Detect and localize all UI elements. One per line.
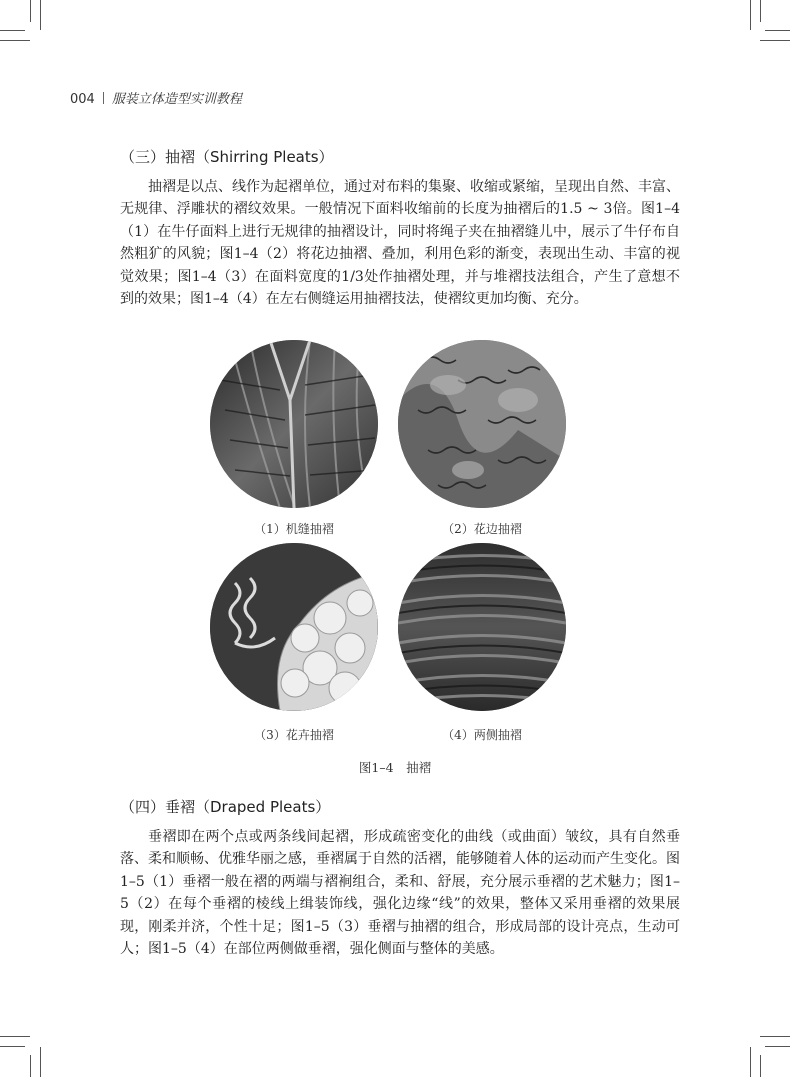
crop-mark [0, 40, 30, 41]
crop-mark [765, 30, 790, 31]
crop-mark [750, 0, 751, 30]
crop-mark [0, 1046, 25, 1047]
paragraph-shirring: 抽褶是以点、线作为起褶单位，通过对布料的集聚、收缩或紧缩，呈现出自然、丰富、无规律、浮雕状的褶纹效果。一般情况下面料收缩前的长度为抽褶后的1.5 ~ 3倍。图1–4（1）在牛仔面料上进行无规律的抽褶设计，同时将绳子夹在抽褶缝儿中，展示了牛仔布自然粗犷的风貌；图1–4（2）将花边抽褶、叠加，利用色彩的渐变，表现出生动、丰富的视觉效果；图1–4（3）在面料宽度的1/3处作抽褶处理，并与堆褶技法组合，产生了意想不到的效果；图1–4（4）在左右侧缝运用抽褶技法，使褶纹更加均衡、充分。 [120, 179, 680, 308]
photo-side-shirring [398, 543, 566, 711]
crop-mark [0, 1036, 30, 1037]
photo-machine-shirring [210, 340, 378, 508]
crop-mark [760, 0, 761, 22]
page-number: 004 [70, 92, 95, 107]
running-header [70, 88, 242, 107]
crop-mark [40, 1047, 41, 1077]
crop-mark [760, 40, 790, 41]
header-divider [103, 92, 104, 104]
photo-lace-shirring [398, 340, 566, 508]
caption-4: （4）两侧抽褶 [442, 728, 522, 742]
figure-title: 图1–4 抽褶 [358, 760, 432, 775]
crop-mark [765, 1046, 790, 1047]
caption-1: （1）机缝抽褶 [254, 522, 334, 536]
caption-3: （3）花卉抽褶 [254, 728, 334, 742]
crop-mark [750, 1047, 751, 1077]
crop-mark [30, 0, 31, 22]
crop-mark [30, 1055, 31, 1077]
section-heading-shirring: （三）抽褶（Shirring Pleats） [120, 148, 334, 166]
caption-2: （2）花边抽褶 [442, 522, 522, 536]
crop-mark [40, 0, 41, 30]
paragraph-draped: 垂褶即在两个点或两条线间起褶，形成疏密变化的曲线（或曲面）皱纹，具有自然垂落、柔和顺畅、优雅华丽之感，垂褶属于自然的活褶，能够随着人体的运动而产生变化。图1–5（1）垂褶一般在褶的两端与褶裥组合，柔和、舒展，充分展示垂褶的艺术魅力；图1–5（2）在每个垂褶的棱线上缉装饰线，强化边缘“线”的效果，整体又采用垂褶的效果展现，刚柔并济，个性十足；图1–5（3）垂褶与抽褶的组合，形成局部的设计亮点，生动可人；图1–5（4）在部位两侧做垂褶，强化侧面与整体的美感。 [120, 829, 680, 958]
crop-mark [760, 1036, 790, 1037]
crop-mark [0, 30, 25, 31]
book-title: 服装立体造型实训教程 [111, 92, 242, 107]
photo-flower-shirring [210, 543, 378, 711]
crop-mark [760, 1055, 761, 1077]
section-heading-draped: （四）垂褶（Draped Pleats） [120, 798, 331, 816]
